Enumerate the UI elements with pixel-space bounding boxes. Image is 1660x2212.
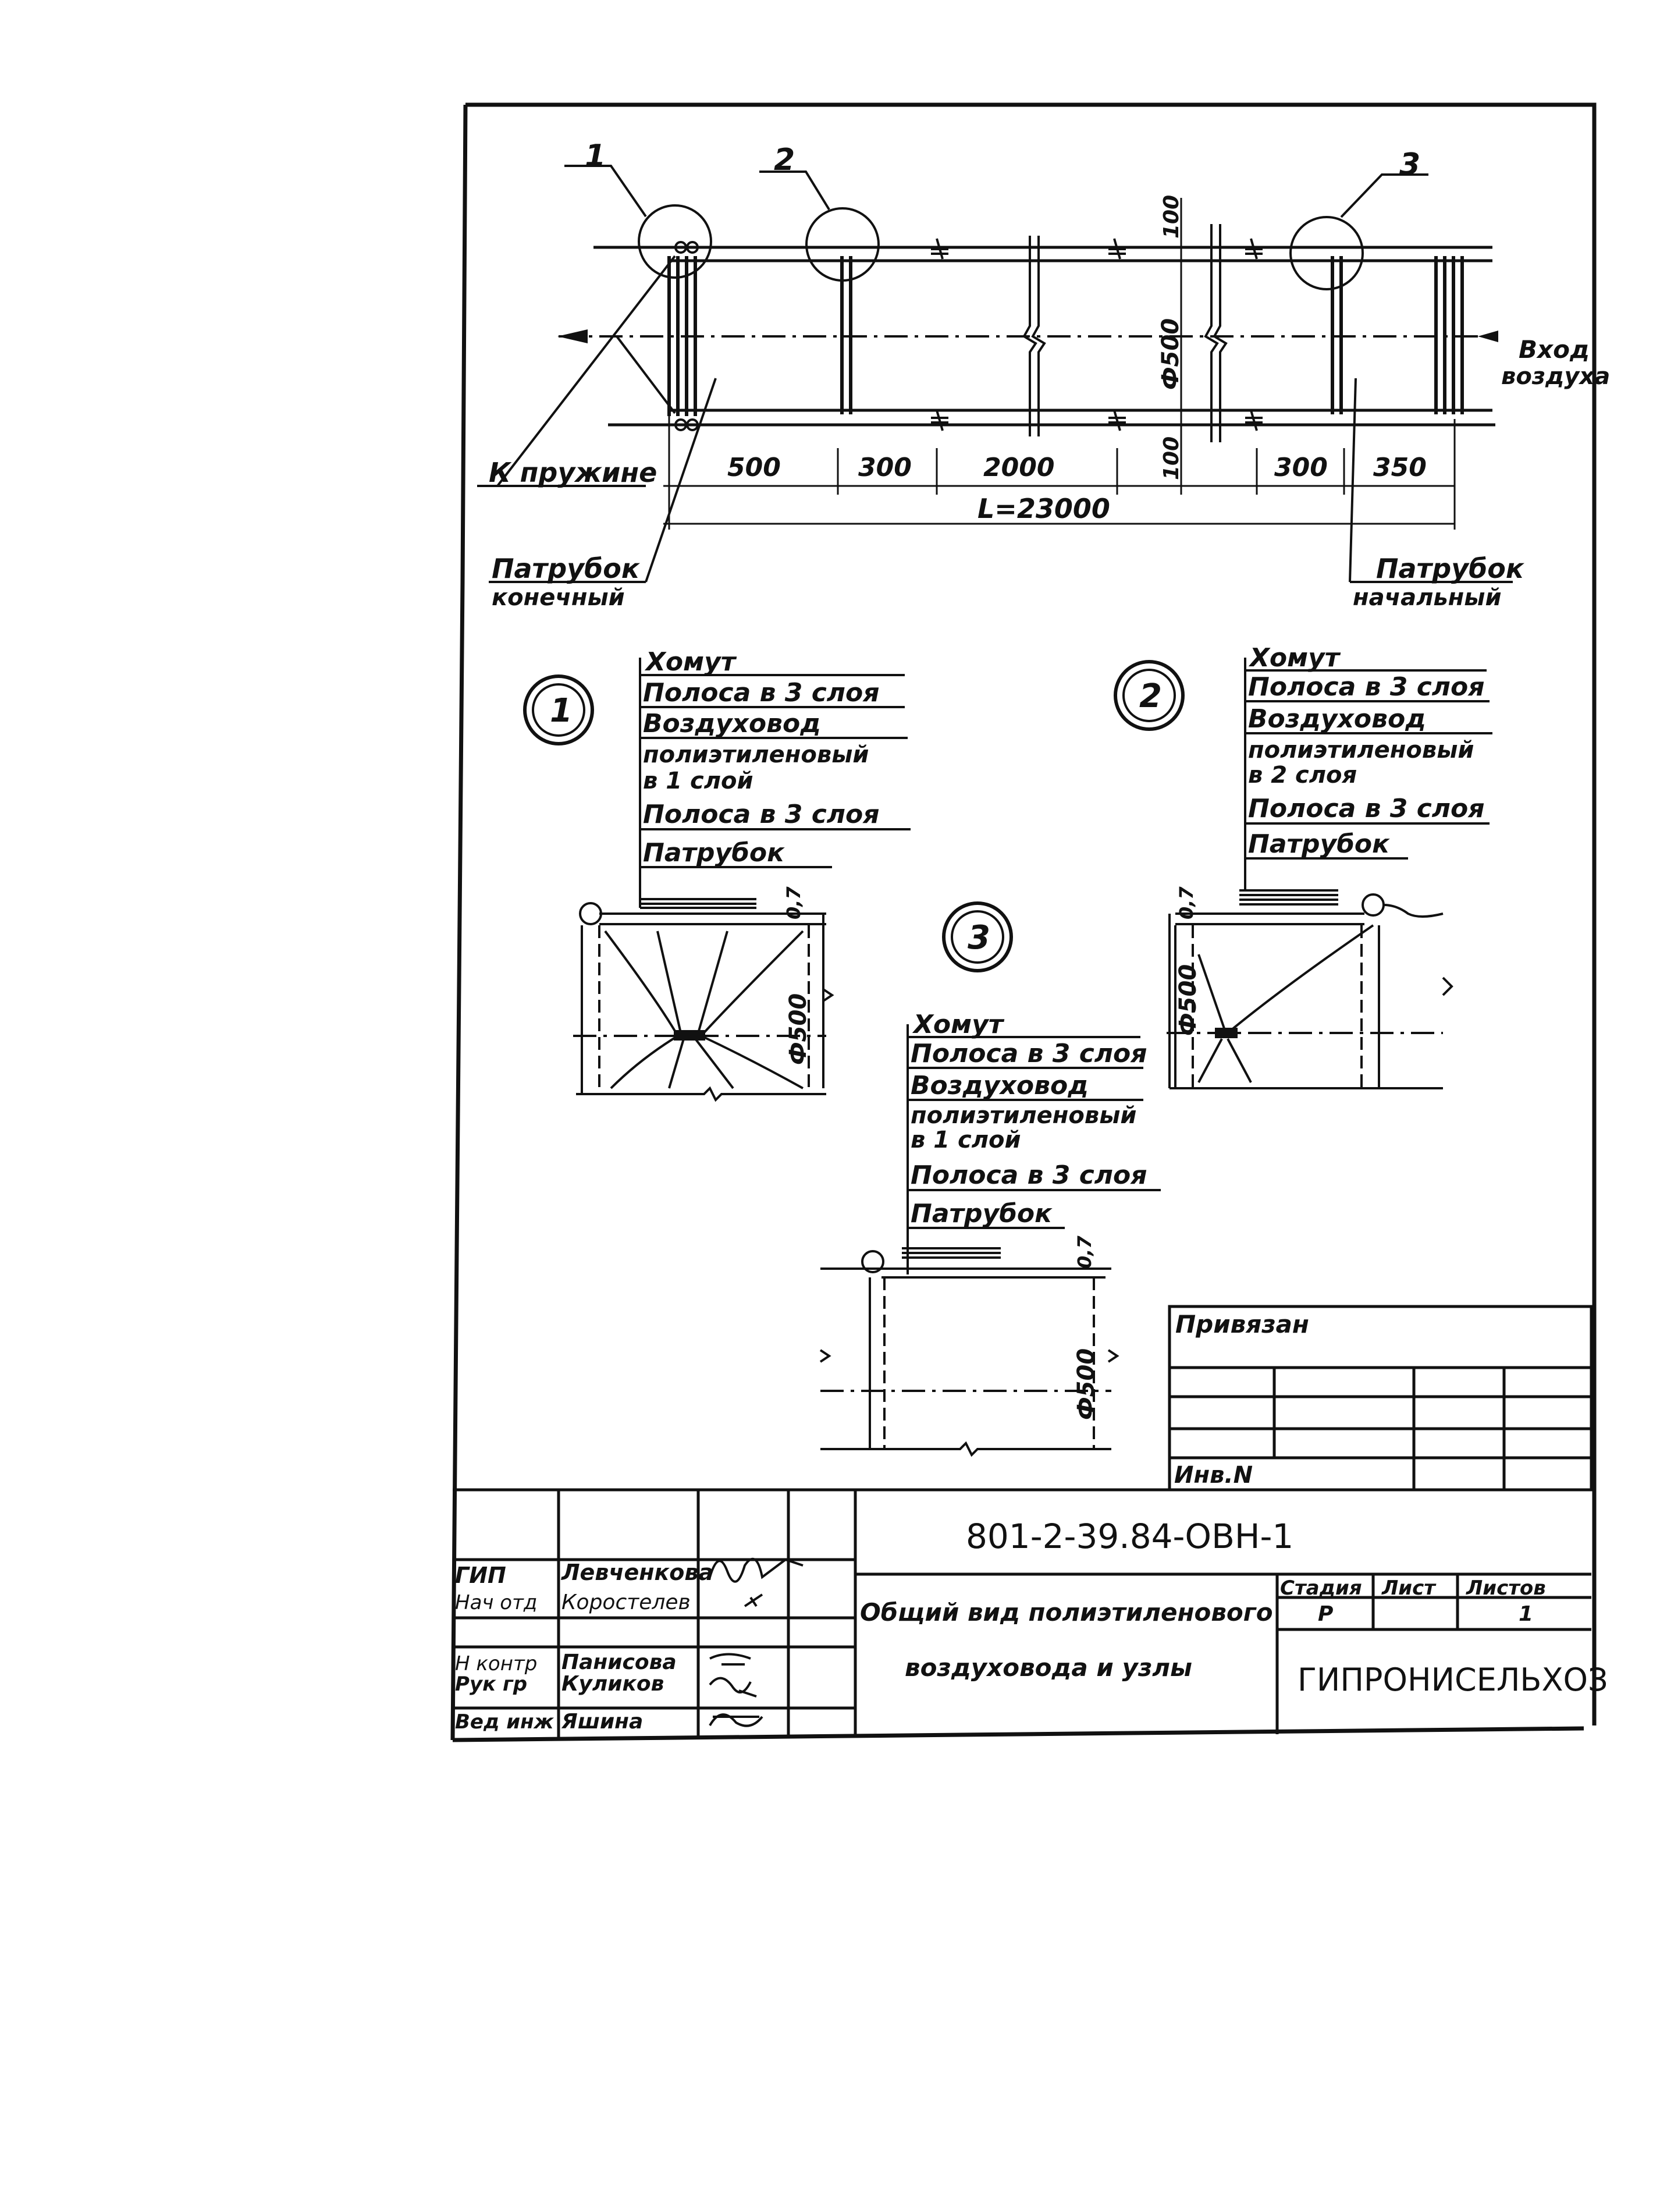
- detail-3-layer-4: полиэтиленовый: [911, 1102, 1137, 1129]
- dim-total: L=23000: [977, 493, 1110, 524]
- inv-no-label: Инв.N: [1174, 1462, 1253, 1489]
- detail-1-layer-1: Хомут: [646, 647, 736, 677]
- sheets-label: Листов: [1466, 1577, 1546, 1600]
- dim-seg-300a: 300: [858, 453, 912, 482]
- detail-3-layer-1: Хомут: [913, 1010, 1004, 1039]
- detail-1-number: 1: [550, 692, 573, 730]
- tie-marks: [931, 239, 1263, 431]
- name-ved-inzh: Яшина: [561, 1710, 644, 1734]
- detail-2-layer-5: в 2 слоя: [1248, 762, 1357, 789]
- detail-2-diameter: Ф500: [1175, 964, 1202, 1036]
- detail-1-thickness: 0,7: [783, 886, 805, 919]
- detail-1-layer-6: Полоса в 3 слоя: [643, 800, 880, 829]
- detail-3-layer-7: Патрубок: [911, 1199, 1053, 1229]
- end-pipe-label-1: Патрубок: [492, 553, 640, 584]
- detail-2-number: 2: [1139, 677, 1162, 715]
- end-pipe-label-2: конечный: [492, 584, 625, 611]
- detail-1-layer-4: полиэтиленовый: [643, 741, 869, 768]
- detail-2-layer-7: Патрубок: [1248, 829, 1390, 859]
- stage-value: Р: [1318, 1602, 1334, 1626]
- role-gip: ГИП: [455, 1563, 506, 1588]
- privyazan-label: Привязан: [1175, 1310, 1309, 1338]
- k-pruzhine-label: К пружине: [489, 457, 657, 488]
- organization-name: ГИПРОНИСЕЛЬХОЗ: [1298, 1661, 1608, 1698]
- sheet-label: Лист: [1382, 1577, 1435, 1600]
- detail-1-layer-5: в 1 слой: [643, 768, 753, 794]
- dim-seg-300b: 300: [1274, 453, 1328, 482]
- general-view: [477, 139, 1610, 611]
- role-ved-inzh: Вед инж: [455, 1710, 554, 1734]
- detail-3: [820, 903, 1161, 1455]
- name-ruk-gr: Куликов: [561, 1672, 664, 1696]
- air-in-label-1: Вход: [1519, 335, 1590, 364]
- callout-circle-1: [639, 205, 711, 278]
- stage-label: Стадия: [1280, 1577, 1362, 1600]
- dim-seg-500: 500: [727, 453, 781, 482]
- role-nach-otd: Нач отд: [455, 1591, 538, 1614]
- dim-edge-bottom: 100: [1160, 436, 1183, 480]
- doc-code: 801-2-39.84-ОВН-1: [966, 1517, 1294, 1556]
- callout-circle-3: [1291, 217, 1363, 289]
- detail-1-layer-2: Полоса в 3 слоя: [643, 678, 880, 708]
- start-pipe-label-1: Патрубок: [1376, 553, 1524, 584]
- callout-2-label: 2: [774, 143, 795, 177]
- detail-2-thickness: 0,7: [1175, 886, 1197, 919]
- arrow-left-icon: [1478, 331, 1498, 342]
- dim-seg-350: 350: [1373, 453, 1427, 482]
- sheet-frame: [453, 105, 1594, 1740]
- name-n-kontr: Панисова: [561, 1650, 677, 1674]
- sheets-value: 1: [1519, 1602, 1534, 1626]
- role-n-kontr: Н контр: [455, 1652, 538, 1675]
- detail-1-layer-7: Патрубок: [643, 838, 785, 868]
- detail-3-layer-3: Воздуховод: [911, 1071, 1089, 1100]
- callout-1-label: 1: [585, 139, 606, 173]
- dim-diameter: Ф500: [1157, 318, 1184, 390]
- detail-3-thickness: 0,7: [1074, 1235, 1096, 1269]
- detail-2-layer-1: Хомут: [1250, 643, 1340, 673]
- callout-3-label: 3: [1399, 147, 1421, 182]
- detail-2-layer-6: Полоса в 3 слоя: [1248, 794, 1485, 823]
- detail-3-number: 3: [968, 919, 990, 957]
- detail-3-layer-2: Полоса в 3 слоя: [911, 1039, 1147, 1068]
- detail-2-layer-2: Полоса в 3 слоя: [1248, 672, 1485, 702]
- role-ruk-gr: Рук гр: [455, 1673, 528, 1696]
- dim-edge-top: 100: [1160, 194, 1183, 239]
- detail-2: [1115, 643, 1492, 1088]
- detail-3-diameter: Ф500: [1073, 1348, 1100, 1420]
- detail-2-layer-4: полиэтиленовый: [1248, 737, 1474, 764]
- detail-1-layer-3: Воздуховод: [643, 709, 821, 738]
- name-gip: Левченкова: [561, 1560, 714, 1585]
- name-nach-otd: Коростелев: [561, 1590, 691, 1614]
- dim-seg-2000: 2000: [983, 453, 1055, 482]
- start-pipe-label-2: начальный: [1353, 584, 1502, 611]
- title-line-1: Общий вид полиэтиленового: [860, 1598, 1273, 1627]
- detail-1: [525, 647, 911, 1100]
- detail-3-layer-6: Полоса в 3 слоя: [911, 1160, 1147, 1190]
- detail-2-layer-3: Воздуховод: [1248, 704, 1426, 734]
- detail-1-diameter: Ф500: [785, 993, 812, 1065]
- air-in-label-2: воздуха: [1501, 363, 1611, 390]
- detail-3-layer-5: в 1 слой: [911, 1127, 1021, 1153]
- arrow-left-icon: [557, 329, 588, 343]
- title-line-2: воздуховода и узлы: [905, 1653, 1192, 1682]
